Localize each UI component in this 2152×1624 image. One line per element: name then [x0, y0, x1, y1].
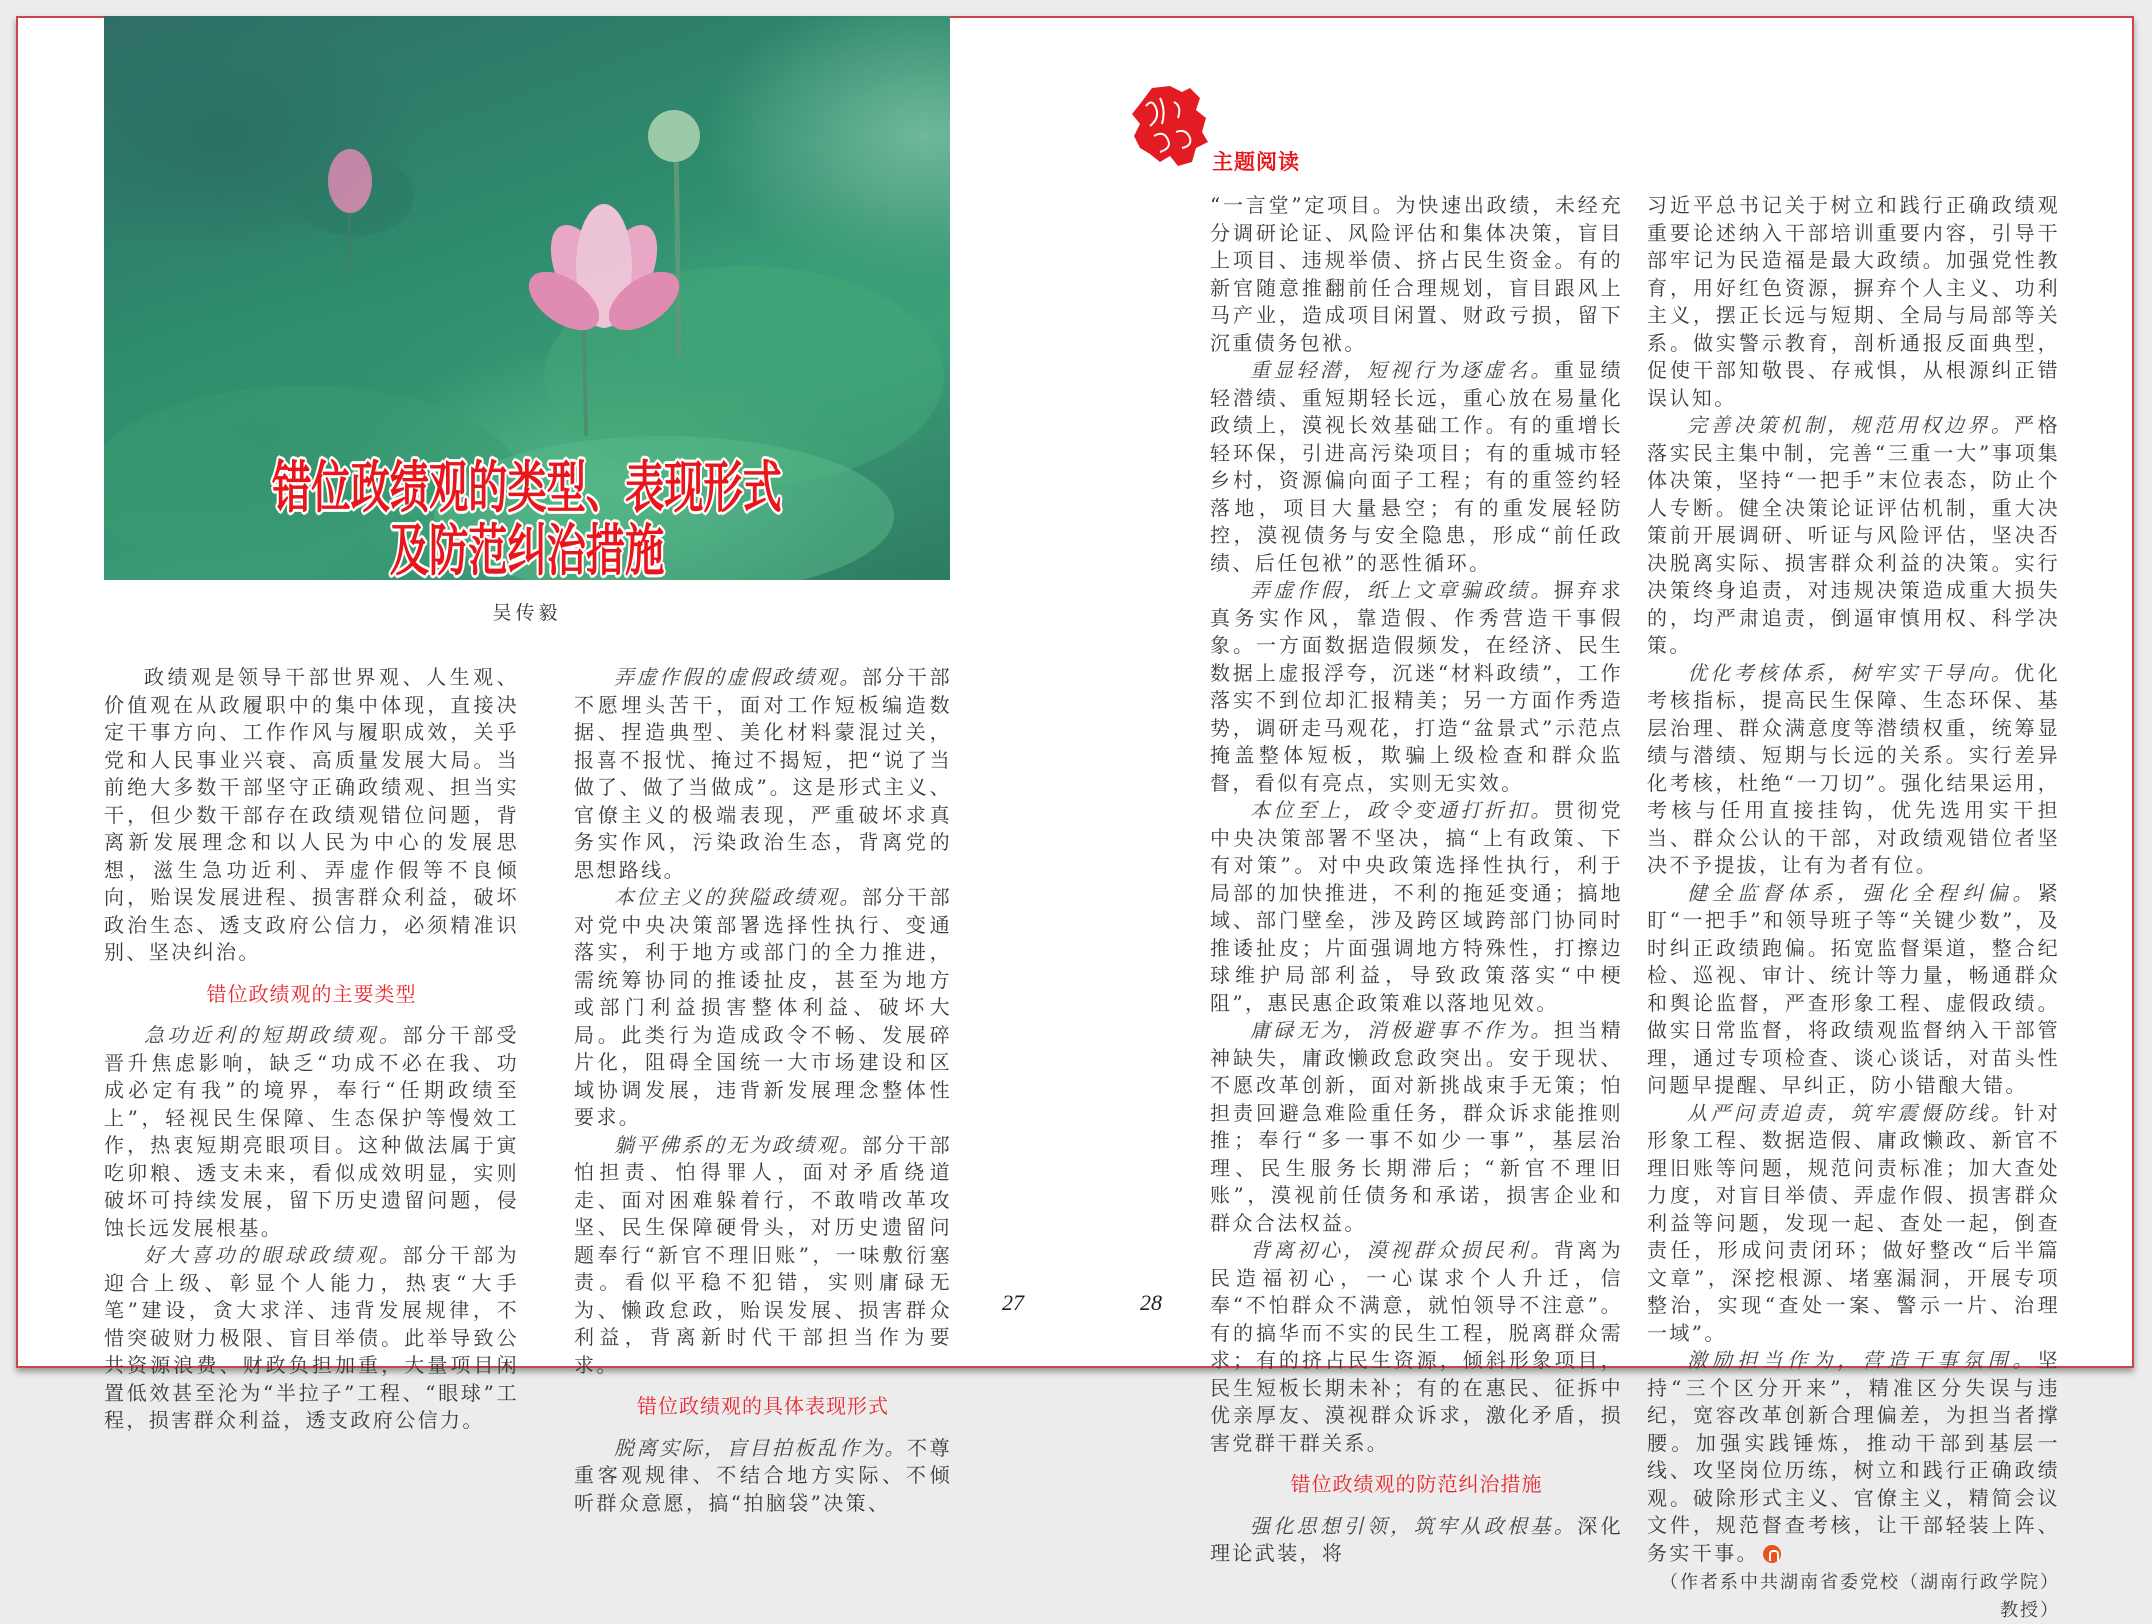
end-mark-icon — [1763, 1545, 1781, 1563]
magazine-logo — [1130, 84, 1210, 168]
paragraph-lead: 本位主义的狭隘政绩观。 — [614, 885, 862, 909]
paragraph-lead: 从严问责追责，筑牢震慑防线。 — [1687, 1100, 2015, 1125]
paragraph-lead: 好大喜功的眼球政绩观。 — [144, 1243, 403, 1267]
paragraph-text: 部分干部为迎合上级、彰显个人能力，热衷“大手笔”建设，贪大求洋、违背发展规律，不惜突破财力极限、盲目举债。此举导致公共资源浪费、财政负担加重，大量项目闲置低效甚至沦为“半拉子”工程、“眼球”工程，损害群众利益，透支政府公信力。 — [104, 1243, 520, 1432]
article-title-line-1 — [104, 456, 950, 521]
paragraph — [1647, 1347, 2060, 1567]
paragraph-text: 针对形象工程、数据造假、庸政懒政、新官不理旧账等问题，规范问责标准；加大查处力度，对盲目举债、弄虚作假、损害群众利益等问题，发现一起、查处一起，倒查责任，形成问责闭环；做好整改“后半篇文章”，深挖根源、堵塞漏洞，开展专项整治，实现“查处一案、警示一片、治理一域”。 — [1647, 1100, 2060, 1345]
paragraph-text: 部分干部怕担责、怕得罪人，面对矛盾绕道走、面对困难躲着行，不敢啃改革攻坚、民生保障硬骨头，对历史遗留问题奉行“新官不理旧账”，一味敷衍塞责。看似平稳不犯错，实则庸碌无为、懒政怠政，贻误发展、损害群众利益，背离新时代干部担当作为要求。 — [574, 1132, 952, 1377]
paragraph-text: 优化考核指标，提高民生保障、生态环保、基层治理、群众满意度等潜绩权重，统筹显绩与潜绩、短期与长远的关系。实行差异化考核，杜绝“一刀切”。强化结果运用，考核与任用直接挂钩，优先选用实干担当、群众公认的干部，对政绩观错位者坚决不予提拔，让有为者有位。 — [1647, 660, 2060, 877]
paragraph — [574, 1132, 952, 1380]
paragraph-text: 贯彻党中央决策部署不坚决，搞“上有政策、下有对策”。对中央政策选择性执行，利于局部的加快推进，不利的拖延变通；搞地域、部门壁垒，涉及跨区域跨部门协同时推诿扯皮；片面强调地方特殊性，打擦边球维护局部利益，导致政策落实“中梗阻”，惠民惠企政策难以落地见效。 — [1210, 798, 1624, 1015]
paragraph — [1210, 1017, 1623, 1237]
article-column-1 — [104, 664, 519, 1435]
paragraph-lead: 激励担当作为，营造干事氛围。 — [1687, 1348, 2038, 1372]
paragraph-text: 不尊重客观规律、不结合地方实际、不倾听群众意愿，搞“拍脑袋”决策、 — [574, 1435, 952, 1515]
paragraph — [1647, 412, 2060, 660]
page-number-right: 28 — [1140, 1290, 1162, 1315]
paragraph — [574, 664, 952, 884]
paragraph-text: 重显绩轻潜绩、重短期轻长远，重心放在易量化政绩上，漠视长效基础工作。有的重增长轻环保，引进高污染项目；有的重城市轻乡村，资源偏向面子工程；有的重签约轻落地，项目大量悬空；有的重发展轻防控，漠视债务与安全隐患，形成“前任政绩、后任包袱”的恶性循环。 — [1210, 358, 1624, 575]
paragraph-text: 摒弃求真务实作风，靠造假、作秀营造干事假象。一方面数据造假频发，在经济、民生数据上虚报浮夸，沉迷“材料政绩”，工作落实不到位却汇报精美；另一方面作秀造势，调研走马观花，打造“盆景式”示范点掩盖整体短板，欺骗上级检查和群众监督，看似有亮点，实则无实效。 — [1210, 578, 1624, 795]
paragraph-lead: 脱离实际，盲目拍板乱作为。 — [614, 1435, 908, 1460]
lotus-header-image — [104, 16, 950, 580]
paragraph-text: 政绩观是领导干部世界观、人生观、价值观在从政履职中的集中体现，直接决定干事方向、工作作风与履职成效，关乎党和人民事业兴衰、高质量发展大局。当前绝大多数干部坚守正确政绩观、担当实干，但少数干部存在政绩观错位问题，背离新发展理念和以人民为中心的发展思想，滋生急功近利、弄虚作假等不良倾向，贻误发展进程、损害群众利益，破坏政治生态、透支政府公信力，必须精准识别、坚决纠治。 — [104, 665, 519, 964]
article-column-3 — [1210, 192, 1623, 1568]
paragraph-text: 部分干部受晋升焦虑影响，缺乏“功成不必在我、功成必定有我”的境界，奉行“任期政绩至上”，轻视民生保障、生态保护等慢效工作，热衷短期亮眼项目。这种做法属于寅吃卯粮、透支未来，看似成效明显，实则破坏可持续发展，留下历史遗留问题，侵蚀长远发展根基。 — [104, 1023, 520, 1240]
author-affiliation-note — [1647, 1569, 2060, 1624]
paragraph — [1647, 1100, 2060, 1348]
paragraph — [1210, 1237, 1623, 1457]
paragraph-lead: 优化考核体系，树牢实干导向。 — [1687, 660, 2015, 685]
section-heading: 错位政绩观的具体表现形式 — [637, 1394, 889, 1418]
paragraph-lead: 健全监督体系，强化全程纠偏。 — [1687, 880, 2038, 905]
paragraph — [1210, 192, 1623, 357]
paragraph — [104, 664, 519, 967]
paragraph — [104, 1242, 519, 1435]
paragraph-text: 担当精神缺失，庸政懒政怠政突出。安于现状、不愿改革创新，面对新挑战束手无策；怕担责回避急难险重任务，群众诉求能推则推；奉行“多一事不如少一事”，基层治理、民生服务长期滞后；“新官不理旧账”，漠视前任债务和承诺，损害企业和群众合法权益。 — [1210, 1018, 1624, 1235]
section-tag: 主题阅读 — [1212, 150, 1300, 174]
paragraph-text: 背离为民造福初心，一心谋求个人升迁，信奉“不怕群众不满意，就怕领导不注意”。有的搞华而不实的民生工程，脱离群众需求；有的挤占民生资源，倾斜形象项目，民生短板长期未补；有的在惠民、征拆中优亲厚友、漠视群众诉求，激化矛盾，损害党群干群关系。 — [1210, 1238, 1624, 1455]
paragraph-text: 紧盯“一把手”和领导班子等“关键少数”，及时纠正政绩跑偏。拓宽监督渠道，整合纪检、巡视、审计、统计等力量，畅通群众和舆论监督，严查形象工程、虚假政绩。做实日常监督，将政绩观监督纳入干部管理，通过专项检查、谈心谈话，对苗头性问题早提醒、早纠正，防小错酿大错。 — [1647, 880, 2060, 1097]
paragraph — [1647, 660, 2060, 880]
paragraph — [1647, 880, 2060, 1100]
page-number-left: 27 — [1002, 1290, 1024, 1315]
paragraph — [1210, 797, 1623, 1017]
paragraph — [1210, 357, 1623, 577]
paragraph-lead: 急功近利的短期政绩观。 — [144, 1023, 403, 1047]
paragraph-lead: 庸碌无为，消极避事不作为。 — [1250, 1018, 1554, 1042]
hunan-map-logo-icon — [1130, 84, 1210, 168]
paragraph-text: 严格落实民主集中制，完善“三重一大”事项集体决策，坚持“一把手”末位表态，防止个人专断。健全决策论证评估机制，重大决策前开展调研、听证与风险评估，坚决否决脱离实际、损害群众利益的决策。实行决策终身追责，对违规决策造成重大损失的，均严肃追责，倒逼审慎用权、科学决策。 — [1647, 413, 2060, 657]
paragraph — [1210, 1513, 1623, 1568]
paragraph-lead: 躺平佛系的无为政绩观。 — [614, 1132, 862, 1157]
paragraph-lead: 背离初心，漠视群众损民利。 — [1250, 1238, 1554, 1262]
paragraph-text: 习近平总书记关于树立和践行正确政绩观重要论述纳入干部培训重要内容，引导干部牢记为民造福是最大政绩。加强党性教育，用好红色资源，摒弃个人主义、功利主义，摆正长远与短期、全局与局部等关系。做实警示教育，剖析通报反面典型，促使干部知敬畏、存戒惧，从根源纠正错误认知。 — [1647, 193, 2060, 410]
paragraph-text: （作者系中共湖南省委党校（湖南行政学院）教授） — [1660, 1572, 2060, 1621]
section-heading: 错位政绩观的防范纠治措施 — [1290, 1472, 1543, 1496]
article-column-2 — [574, 664, 952, 1517]
title-text: 错位政绩观的类型、表现形式 — [272, 456, 782, 521]
title-text: 及防范纠治措施 — [389, 519, 665, 580]
article-title-line-2 — [104, 519, 950, 580]
paragraph — [1647, 192, 2060, 412]
paragraph-lead: 强化思想引领，筑牢从政根基。 — [1250, 1513, 1578, 1538]
paragraph-lead: 本位至上，政令变通打折扣。 — [1250, 798, 1554, 822]
paragraph-text: 坚持“三个区分开来”，精准区分失误与违纪，宽容改革创新合理偏差，为担当者撑腰。加强实践锤炼，推动干部到基层一线、攻坚岗位历练，树立和践行正确政绩观。破除形式主义、官僚主义，精简会议文件，规范督查考核，让干部轻装上阵、务实干事。 — [1647, 1348, 2060, 1565]
paragraph — [104, 1022, 519, 1242]
article-column-4 — [1647, 192, 2060, 1624]
paragraph-text: 部分干部对党中央决策部署选择性执行、变通落实，利于地方或部门的全力推进，需统筹协同的推诿扯皮，甚至为地方或部门利益损害整体利益、破坏大局。此类行为造成政令不畅、发展碎片化，阻碍全国统一大市场建设和区域协调发展，违背新发展理念整体性要求。 — [574, 885, 952, 1129]
paragraph-lead: 弄虚作假，纸上文章骗政绩。 — [1250, 578, 1554, 602]
author-name: 吴传毅 — [492, 602, 562, 624]
paragraph-lead: 完善决策机制，规范用权边界。 — [1687, 413, 2015, 437]
paragraph-lead: 重显轻潜，短视行为逐虚名。 — [1250, 358, 1554, 382]
paragraph — [1210, 577, 1623, 797]
paragraph-text: “一言堂”定项目。为快速出政绩，未经充分调研论证、风险评估和集体决策，盲目上项目、违规举债、挤占民生资金。有的新官随意推翻前任合理规划，盲目跟风上马产业，造成项目闲置、财政亏损，留下沉重债务包袱。 — [1210, 193, 1623, 355]
paragraph — [574, 1435, 952, 1518]
section-heading: 错位政绩观的主要类型 — [206, 981, 417, 1006]
paragraph-text: 深化理论武装，将 — [1210, 1513, 1623, 1565]
paragraph — [574, 884, 952, 1132]
paragraph-text: 部分干部不愿埋头苦干，面对工作短板编造数据、捏造典型、美化材料蒙混过关，报喜不报忧、掩过不揭短，把“说了当做了、做了当做成”。这是形式主义、官僚主义的极端表现，严重破坏求真务实作风，污染政治生态，背离党的思想路线。 — [574, 665, 952, 882]
paragraph-lead: 弄虚作假的虚假政绩观。 — [614, 665, 862, 689]
